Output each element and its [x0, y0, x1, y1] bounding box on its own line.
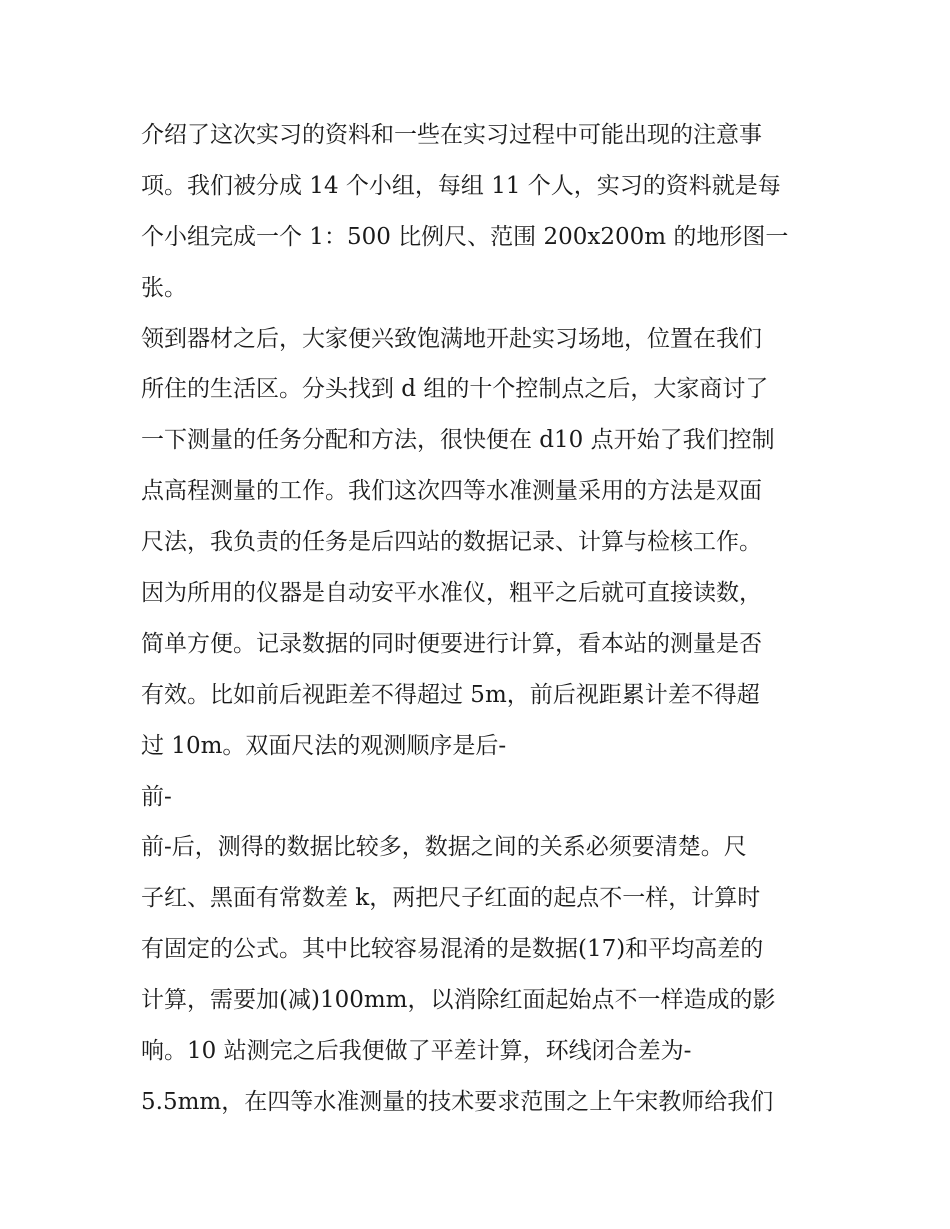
text-line: 领到器材之后，大家便兴致饱满地开赴实习场地，位置在我们: [141, 325, 762, 352]
text-line: 个小组完成一个 1：500 比例尺、范围 200x200m 的地形图一: [141, 223, 789, 250]
text-line: 尺法，我负责的任务是后四站的数据记录、计算与检核工作。: [141, 529, 762, 556]
text-line: 所住的生活区。分头找到 d 组的十个控制点之后，大家商讨了: [141, 376, 769, 403]
text-line: 因为所用的仪器是自动安平水准仪，粗平之后就可直接读数，: [141, 580, 762, 607]
text-line: 张。: [141, 274, 187, 301]
text-line: 项。我们被分成 14 个小组，每组 11 个人，实习的资料就是每: [141, 172, 781, 199]
text-line: 点高程测量的工作。我们这次四等水准测量采用的方法是双面: [141, 478, 762, 505]
text-line: 有效。比如前后视距差不得超过 5m，前后视距累计差不得超: [141, 681, 760, 708]
text-line: 简单方便。记录数据的同时便要进行计算，看本站的测量是否: [141, 630, 762, 657]
text-line: 介绍了这次实习的资料和一些在实习过程中可能出现的注意事: [141, 122, 762, 148]
text-line: 响。10 站测完之后我便做了平差计算，环线闭合差为-: [141, 1038, 692, 1065]
body-text: [141, 110, 821, 1128]
text-line: 过 10m。双面尺法的观测顺序是后-: [141, 732, 507, 759]
text-line: 有固定的公式。其中比较容易混淆的是数据(17)和平均高差的: [141, 936, 764, 963]
text-line: 5.5mm，在四等水准测量的技术要求范围之上午宋教师给我们: [141, 1088, 774, 1115]
text-line: 计算，需要加(减)100mm，以消除红面起始点不一样造成的影: [141, 987, 776, 1014]
text-line: 一下测量的任务分配和方法，很快便在 d10 点开始了我们控制: [141, 427, 775, 454]
text-line: 子红、黑面有常数差 k，两把尺子红面的起点不一样，计算时: [141, 885, 761, 912]
text-line: 前-后，测得的数据比较多，数据之间的关系必须要清楚。尺: [141, 834, 747, 861]
text-line: 前-: [141, 783, 172, 810]
